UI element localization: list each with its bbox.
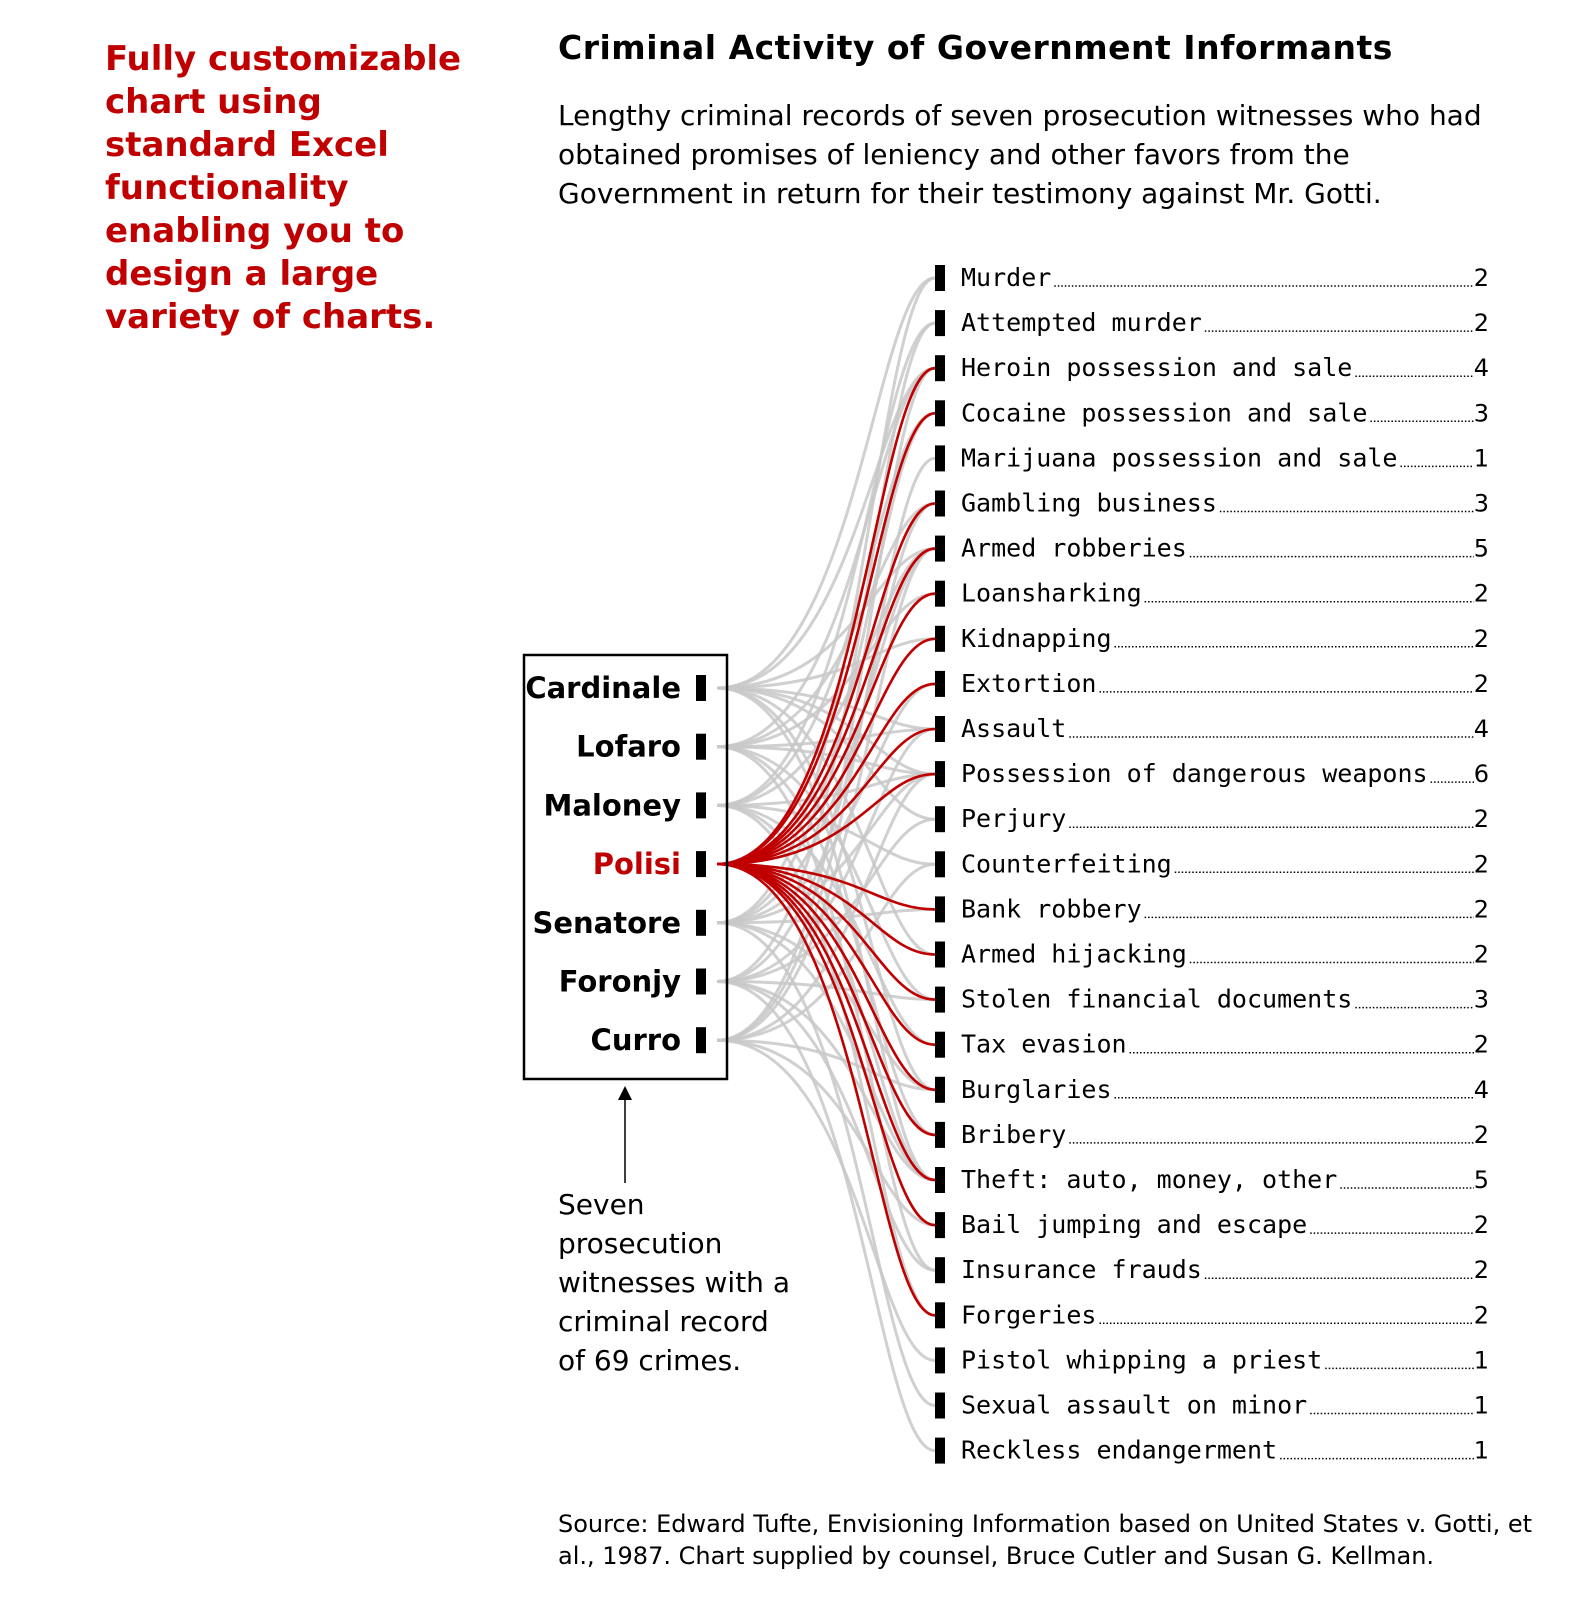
crime-marker bbox=[935, 445, 945, 471]
crime-label: Counterfeiting bbox=[961, 849, 1172, 879]
crime-marker bbox=[935, 716, 945, 742]
crime-marker bbox=[935, 581, 945, 607]
crime-label: Tax evasion bbox=[961, 1029, 1127, 1059]
crime-label: Murder bbox=[961, 263, 1052, 292]
crime-marker bbox=[935, 310, 945, 336]
crime-marker bbox=[935, 1167, 945, 1193]
witness-marker bbox=[696, 910, 706, 936]
crime-count: 2 bbox=[1473, 309, 1489, 338]
crime-label: Perjury bbox=[961, 804, 1067, 834]
crime-count: 4 bbox=[1473, 1075, 1489, 1104]
crime-marker bbox=[935, 355, 945, 381]
crime-marker bbox=[935, 806, 945, 832]
crime-label: Attempted murder bbox=[961, 308, 1202, 338]
crime-count: 2 bbox=[1473, 1256, 1489, 1285]
crime-count: 1 bbox=[1473, 1391, 1489, 1420]
crime-label: Marijuana possession and sale bbox=[961, 443, 1398, 473]
witness-label: Senatore bbox=[532, 905, 681, 940]
crime-label: Extortion bbox=[961, 668, 1097, 698]
crime-label: Stolen financial documents bbox=[961, 984, 1353, 1014]
witness-label: Lofaro bbox=[576, 729, 681, 764]
crime-marker bbox=[935, 1438, 945, 1464]
crime-count: 6 bbox=[1473, 760, 1489, 789]
crime-marker bbox=[935, 1077, 945, 1103]
crime-label: Possession of dangerous weapons bbox=[961, 759, 1428, 789]
witness-label: Maloney bbox=[543, 788, 681, 823]
crime-count: 2 bbox=[1473, 895, 1489, 924]
witness-marker bbox=[696, 675, 706, 701]
crime-label: Heroin possession and sale bbox=[961, 353, 1353, 383]
link-line bbox=[717, 278, 935, 688]
crime-count: 1 bbox=[1473, 1346, 1489, 1375]
crime-label: Burglaries bbox=[961, 1074, 1112, 1104]
crime-marker bbox=[935, 1257, 945, 1283]
crime-marker bbox=[935, 400, 945, 426]
crime-count: 4 bbox=[1473, 354, 1489, 383]
chart-subtitle: Lengthy criminal records of seven prosecution witnesses who had obtained promises of leniency and other favors from the Government in return for their testimony against Mr. Gotti. bbox=[558, 99, 1482, 210]
note-arrow bbox=[618, 1086, 632, 1183]
crime-count: 3 bbox=[1473, 489, 1489, 518]
crime-marker bbox=[935, 761, 945, 787]
crime-list bbox=[935, 263, 1489, 1465]
crime-marker bbox=[935, 1302, 945, 1328]
source-note: Source: Edward Tufte, Envisioning Information based on United States v. Gotti, et al., 1987. Chart supplied by counsel, Bruce Cutler and Susan G. Kellman. bbox=[558, 1510, 1533, 1570]
crime-count: 1 bbox=[1473, 444, 1489, 473]
crime-label: Assault bbox=[961, 714, 1067, 743]
crime-label: Pistol whipping a priest bbox=[961, 1345, 1323, 1375]
crime-label: Forgeries bbox=[961, 1300, 1097, 1330]
crime-label: Bank robbery bbox=[961, 894, 1142, 924]
crime-label: Gambling business bbox=[961, 488, 1217, 518]
crime-marker bbox=[935, 851, 945, 877]
crime-marker bbox=[935, 1122, 945, 1148]
witness-label: Curro bbox=[590, 1023, 681, 1058]
crime-count: 2 bbox=[1473, 850, 1489, 879]
chart-title: Criminal Activity of Government Informants bbox=[558, 28, 1393, 67]
witness-label: Cardinale bbox=[525, 671, 681, 705]
crime-label: Loansharking bbox=[961, 578, 1142, 608]
witness-label: Foronjy bbox=[558, 964, 681, 999]
crime-marker bbox=[935, 987, 945, 1013]
crime-marker bbox=[935, 1212, 945, 1238]
crime-count: 1 bbox=[1473, 1436, 1489, 1465]
witness-marker bbox=[696, 734, 706, 760]
crime-count: 2 bbox=[1473, 1030, 1489, 1059]
witness-marker bbox=[696, 969, 706, 995]
crime-count: 2 bbox=[1473, 624, 1489, 653]
witness-marker bbox=[696, 792, 706, 818]
crime-count: 2 bbox=[1473, 805, 1489, 834]
crime-count: 5 bbox=[1473, 1166, 1489, 1194]
crime-count: 5 bbox=[1473, 534, 1489, 563]
crime-count: 2 bbox=[1473, 669, 1489, 698]
witness-note: Seven prosecution witnesses with a criminal record of 69 crimes. bbox=[558, 1188, 790, 1377]
crime-count: 3 bbox=[1473, 399, 1489, 428]
witness-marker bbox=[696, 851, 706, 877]
crime-label: Cocaine possession and sale bbox=[961, 398, 1368, 428]
crime-marker bbox=[935, 265, 945, 291]
crime-marker bbox=[935, 671, 945, 697]
crime-label: Theft: auto, money, other bbox=[961, 1165, 1338, 1194]
crime-count: 2 bbox=[1473, 579, 1489, 608]
crime-marker bbox=[935, 491, 945, 517]
crime-marker bbox=[935, 1347, 945, 1373]
crime-marker bbox=[935, 626, 945, 652]
crime-label: Reckless endangerment bbox=[961, 1435, 1278, 1465]
promo-text: Fully customizable chart using standard Excel functionality enabling you to design a large variety of charts. bbox=[105, 39, 462, 337]
witness-marker bbox=[696, 1027, 706, 1053]
witness-list bbox=[525, 671, 706, 1057]
crime-count: 2 bbox=[1473, 940, 1489, 969]
witness-label: Polisi bbox=[592, 847, 681, 882]
crime-count: 3 bbox=[1473, 985, 1489, 1014]
crime-count: 4 bbox=[1473, 715, 1489, 743]
crime-marker bbox=[935, 1393, 945, 1419]
crime-marker bbox=[935, 536, 945, 562]
crime-count: 2 bbox=[1473, 264, 1489, 292]
crime-label: Bail jumping and escape bbox=[961, 1210, 1308, 1240]
crime-count: 2 bbox=[1473, 1301, 1489, 1330]
crime-label: Armed hijacking bbox=[961, 939, 1187, 969]
crime-label: Sexual assault on minor bbox=[961, 1390, 1308, 1420]
crime-label: Armed robberies bbox=[961, 533, 1187, 563]
crime-count: 2 bbox=[1473, 1211, 1489, 1240]
crime-label: Bribery bbox=[961, 1119, 1067, 1149]
crime-marker bbox=[935, 896, 945, 922]
crime-label: Insurance frauds bbox=[961, 1255, 1202, 1285]
crime-count: 2 bbox=[1473, 1120, 1489, 1149]
crime-marker bbox=[935, 942, 945, 968]
crime-label: Kidnapping bbox=[961, 623, 1112, 653]
crime-marker bbox=[935, 1032, 945, 1058]
